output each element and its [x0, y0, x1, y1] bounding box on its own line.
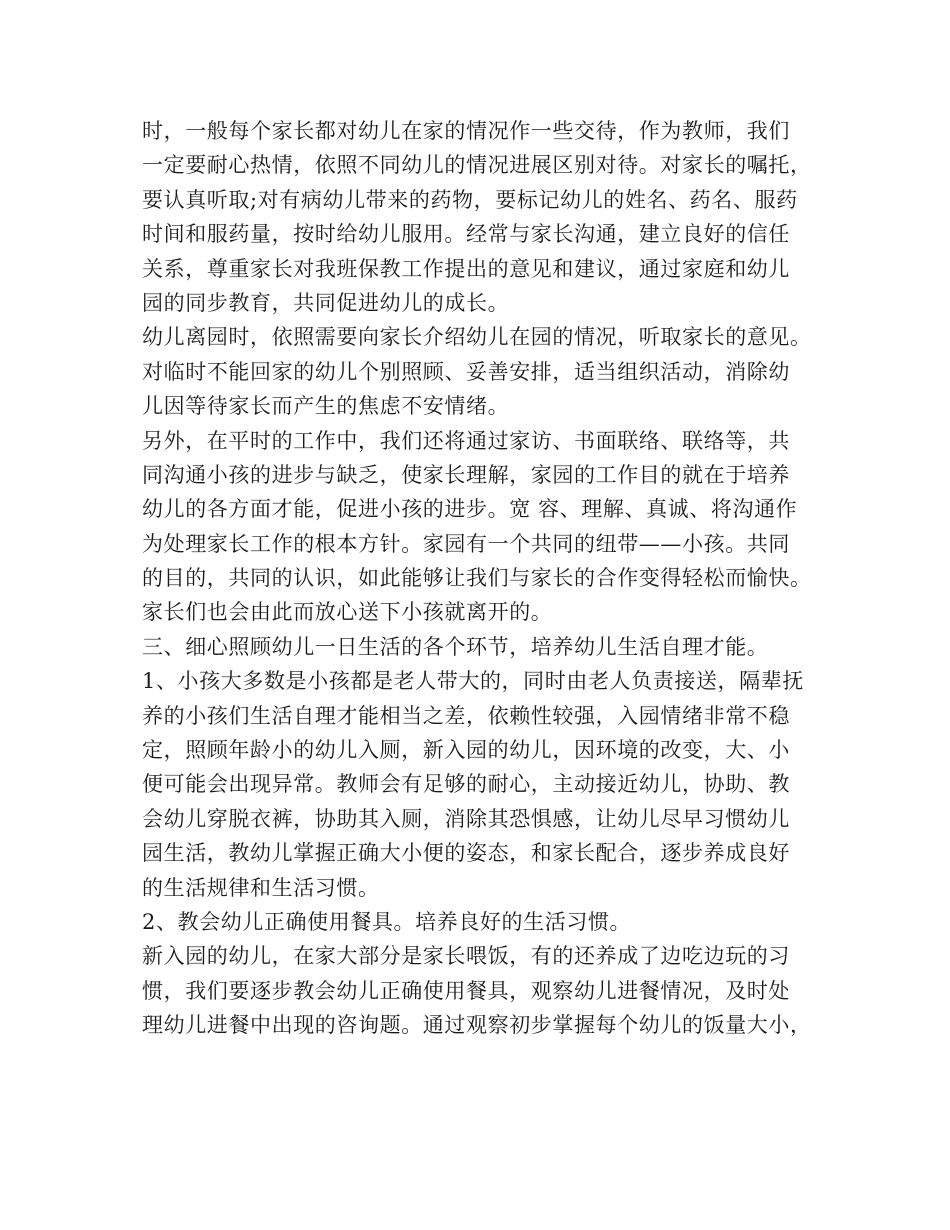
text-line: 同沟通小孩的进步与缺乏，使家长理解，家园的工作目的就在于培养 [142, 462, 790, 487]
text-line: 新入园的幼儿，在家大部分是家长喂饭，有的还养成了边吃边玩的习 [142, 944, 790, 969]
text-line: 会幼儿穿脱衣裤，协助其入厕，消除其恐惧感，让幼儿尽早习惯幼儿 [142, 806, 790, 831]
text-line: 园的同步教育，共同促进幼儿的成长。 [142, 290, 510, 315]
text-line: 园生活，教幼儿掌握正确大小便的姿态，和家长配合，逐步养成良好 [142, 841, 790, 866]
text-line: 1、小孩大多数是小孩都是老人带大的，同时由老人负责接送，隔辈抚 [142, 669, 804, 694]
section-heading: 三、细心照顾幼儿一日生活的各个环节，培养幼儿生活自理才能。 [142, 634, 769, 659]
text-line: 一定要耐心热情，依照不同幼儿的情况进展区别对待。对家长的嘱托， [142, 153, 812, 178]
text-line: 惯，我们要逐步教会幼儿正确使用餐具，观察幼儿进餐情况，及时处 [142, 978, 790, 1003]
text-line: 为处理家长工作的根本方针。家园有一个共同的纽带——小孩。共同 [142, 531, 790, 556]
text-line: 关系，尊重家长对我班保教工作提出的意见和建议，通过家庭和幼儿 [142, 256, 790, 281]
text-line: 家长们也会由此而放心送下小孩就离开的。 [142, 600, 553, 625]
text-line: 另外，在平时的工作中，我们还将通过家访、书面联络、联络等，共 [142, 428, 790, 453]
text-line: 时，一般每个家长都对幼儿在家的情况作一些交待，作为教师，我们 [142, 119, 790, 143]
text-line: 便可能会出现异常。教师会有足够的耐心，主动接近幼儿，协助、教 [142, 772, 790, 797]
text-line: 幼儿离园时，依照需要向家长介绍幼儿在园的情况，听取家长的意见。 [142, 325, 812, 350]
text-line: 时间和服药量，按时给幼儿服用。经常与家长沟通，建立良好的信任 [142, 222, 790, 247]
text-line: 2、教会幼儿正确使用餐具。培养良好的生活习惯。 [142, 909, 632, 934]
text-line: 的目的，共同的认识，如此能够让我们与家长的合作变得轻松而愉快。 [142, 566, 812, 591]
text-line: 理幼儿进餐中出现的咨询题。通过观察初步掌握每个幼儿的饭量大小， [142, 1013, 812, 1038]
text-line: 儿因等待家长而产生的焦虑不安情绪。 [142, 394, 510, 419]
text-line: 的生活规律和生活习惯。 [142, 875, 380, 900]
document-body [142, 114, 832, 1043]
text-line: 养的小孩们生活自理才能相当之差，依赖性较强，入园情绪非常不稳 [142, 703, 790, 728]
text-line: 对临时不能回家的幼儿个别照顾、妥善安排，适当组织活动，消除幼 [142, 359, 790, 384]
text-line: 定，照顾年龄小的幼儿入厕，新入园的幼儿，因环境的改变，大、小 [142, 738, 790, 763]
text-line: 幼儿的各方面才能，促进小孩的进步。宽 容、理解、真诚、将沟通作 [142, 497, 798, 522]
text-line: 要认真听取;对有病幼儿带来的药物，要标记幼儿的姓名、药名、服药 [142, 187, 798, 212]
